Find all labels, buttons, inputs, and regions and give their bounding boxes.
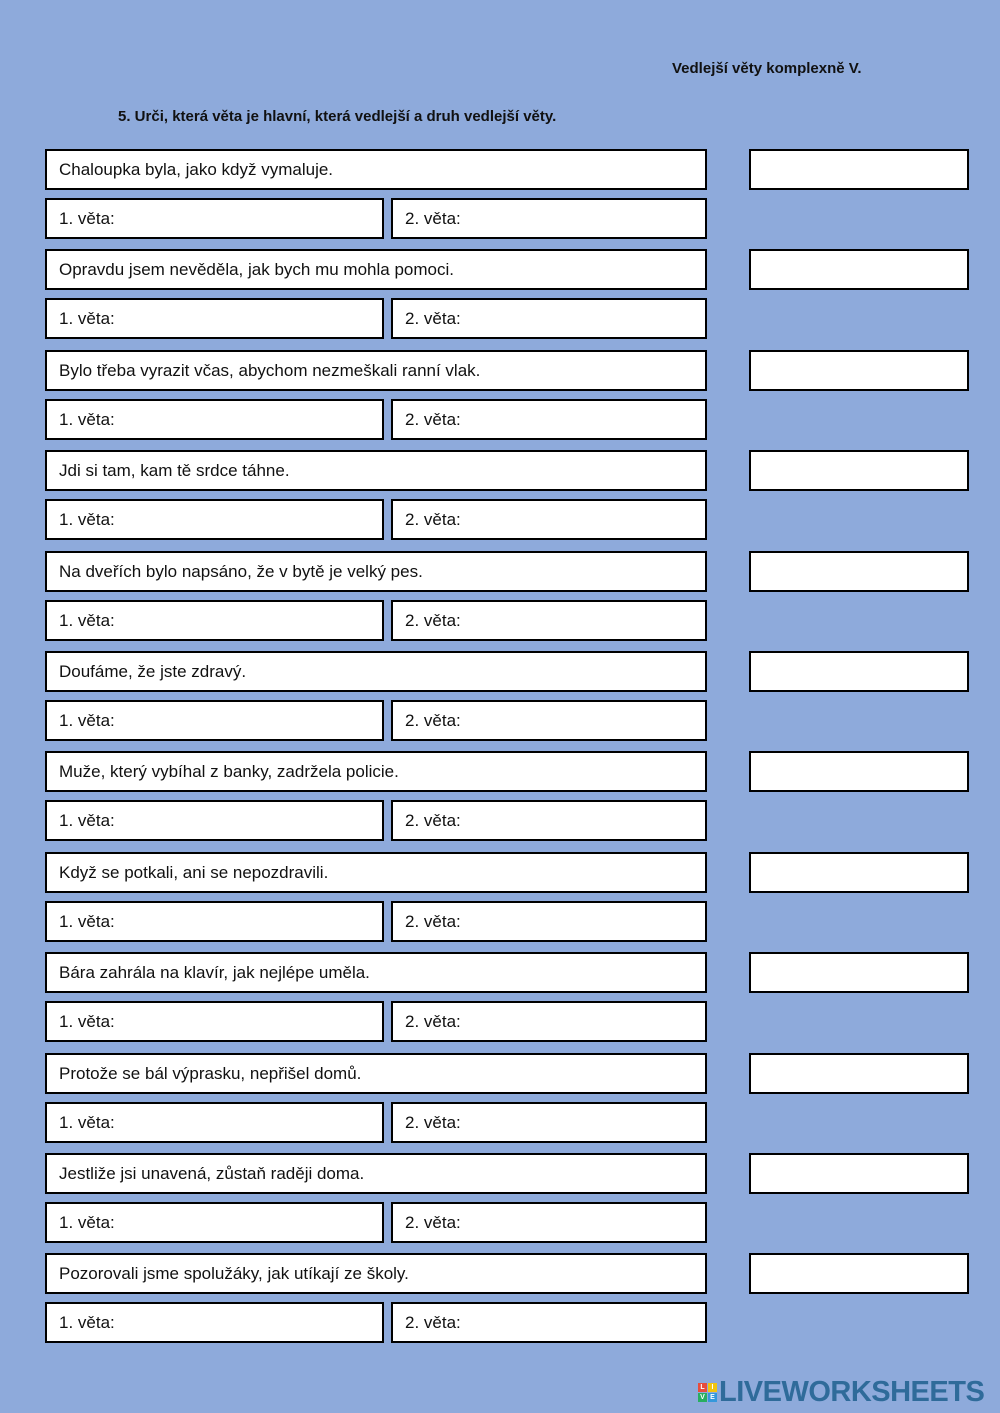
sentence-box: Jestliže jsi unavená, zůstaň raději doma. (45, 1153, 707, 1194)
task-instruction: 5. Urči, která věta je hlavní, která vedlejší a druh vedlejší věty. (118, 108, 557, 125)
logo-grid-icon (698, 1383, 717, 1402)
sentence-box: Bylo třeba vyrazit včas, abychom nezmeškali ranní vlak. (45, 350, 707, 391)
liveworksheets-logo (698, 1376, 984, 1409)
logo-grid-cell: L (698, 1383, 707, 1392)
clause-type-answer-input[interactable] (749, 350, 969, 391)
second-clause-input[interactable]: 2. věta: (391, 1302, 707, 1343)
second-clause-input[interactable]: 2. věta: (391, 1001, 707, 1042)
second-clause-input[interactable]: 2. věta: (391, 901, 707, 942)
exercise-row (0, 1153, 1000, 1243)
sentence-box: Pozorovali jsme spolužáky, jak utíkají ze školy. (45, 1253, 707, 1294)
logo-grid-cell: V (698, 1393, 707, 1402)
exercise-row (0, 651, 1000, 741)
first-clause-input[interactable]: 1. věta: (45, 298, 384, 339)
clause-type-answer-input[interactable] (749, 651, 969, 692)
sentence-box: Na dveřích bylo napsáno, že v bytě je velký pes. (45, 551, 707, 592)
clause-type-answer-input[interactable] (749, 952, 969, 993)
sentence-box: Když se potkali, ani se nepozdravili. (45, 852, 707, 893)
first-clause-input[interactable]: 1. věta: (45, 1202, 384, 1243)
first-clause-input[interactable]: 1. věta: (45, 901, 384, 942)
exercise-row (0, 450, 1000, 540)
logo-grid-cell: I (708, 1383, 717, 1392)
sentence-box: Doufáme, že jste zdravý. (45, 651, 707, 692)
clause-type-answer-input[interactable] (749, 551, 969, 592)
first-clause-input[interactable]: 1. věta: (45, 198, 384, 239)
first-clause-input[interactable]: 1. věta: (45, 600, 384, 641)
second-clause-input[interactable]: 2. věta: (391, 298, 707, 339)
first-clause-input[interactable]: 1. věta: (45, 800, 384, 841)
clause-type-answer-input[interactable] (749, 852, 969, 893)
second-clause-input[interactable]: 2. věta: (391, 800, 707, 841)
first-clause-input[interactable]: 1. věta: (45, 399, 384, 440)
second-clause-input[interactable]: 2. věta: (391, 499, 707, 540)
clause-type-answer-input[interactable] (749, 149, 969, 190)
first-clause-input[interactable]: 1. věta: (45, 1302, 384, 1343)
first-clause-input[interactable]: 1. věta: (45, 700, 384, 741)
second-clause-input[interactable]: 2. věta: (391, 600, 707, 641)
clause-type-answer-input[interactable] (749, 1053, 969, 1094)
second-clause-input[interactable]: 2. věta: (391, 1202, 707, 1243)
exercise-row (0, 852, 1000, 942)
first-clause-input[interactable]: 1. věta: (45, 1102, 384, 1143)
exercise-row (0, 1053, 1000, 1143)
exercise-row (0, 1253, 1000, 1343)
sentence-box: Protože se bál výprasku, nepřišel domů. (45, 1053, 707, 1094)
sentence-box: Jdi si tam, kam tě srdce táhne. (45, 450, 707, 491)
sentence-box: Chaloupka byla, jako když vymaluje. (45, 149, 707, 190)
exercise-row (0, 551, 1000, 641)
second-clause-input[interactable]: 2. věta: (391, 198, 707, 239)
second-clause-input[interactable]: 2. věta: (391, 399, 707, 440)
exercise-row (0, 751, 1000, 841)
exercise-row (0, 350, 1000, 440)
sentence-box: Muže, který vybíhal z banky, zadržela policie. (45, 751, 707, 792)
clause-type-answer-input[interactable] (749, 1153, 969, 1194)
first-clause-input[interactable]: 1. věta: (45, 499, 384, 540)
sentence-box: Bára zahrála na klavír, jak nejlépe uměla. (45, 952, 707, 993)
clause-type-answer-input[interactable] (749, 249, 969, 290)
exercise-row (0, 952, 1000, 1042)
second-clause-input[interactable]: 2. věta: (391, 1102, 707, 1143)
sentence-box: Opravdu jsem nevěděla, jak bych mu mohla pomoci. (45, 249, 707, 290)
first-clause-input[interactable]: 1. věta: (45, 1001, 384, 1042)
second-clause-input[interactable]: 2. věta: (391, 700, 707, 741)
logo-grid-cell: E (708, 1393, 717, 1402)
exercise-row (0, 249, 1000, 339)
clause-type-answer-input[interactable] (749, 450, 969, 491)
clause-type-answer-input[interactable] (749, 751, 969, 792)
clause-type-answer-input[interactable] (749, 1253, 969, 1294)
exercise-row (0, 149, 1000, 239)
logo-text: LIVEWORKSHEETS (719, 1376, 985, 1408)
document-title: Vedlejší věty komplexně V. (672, 60, 862, 77)
